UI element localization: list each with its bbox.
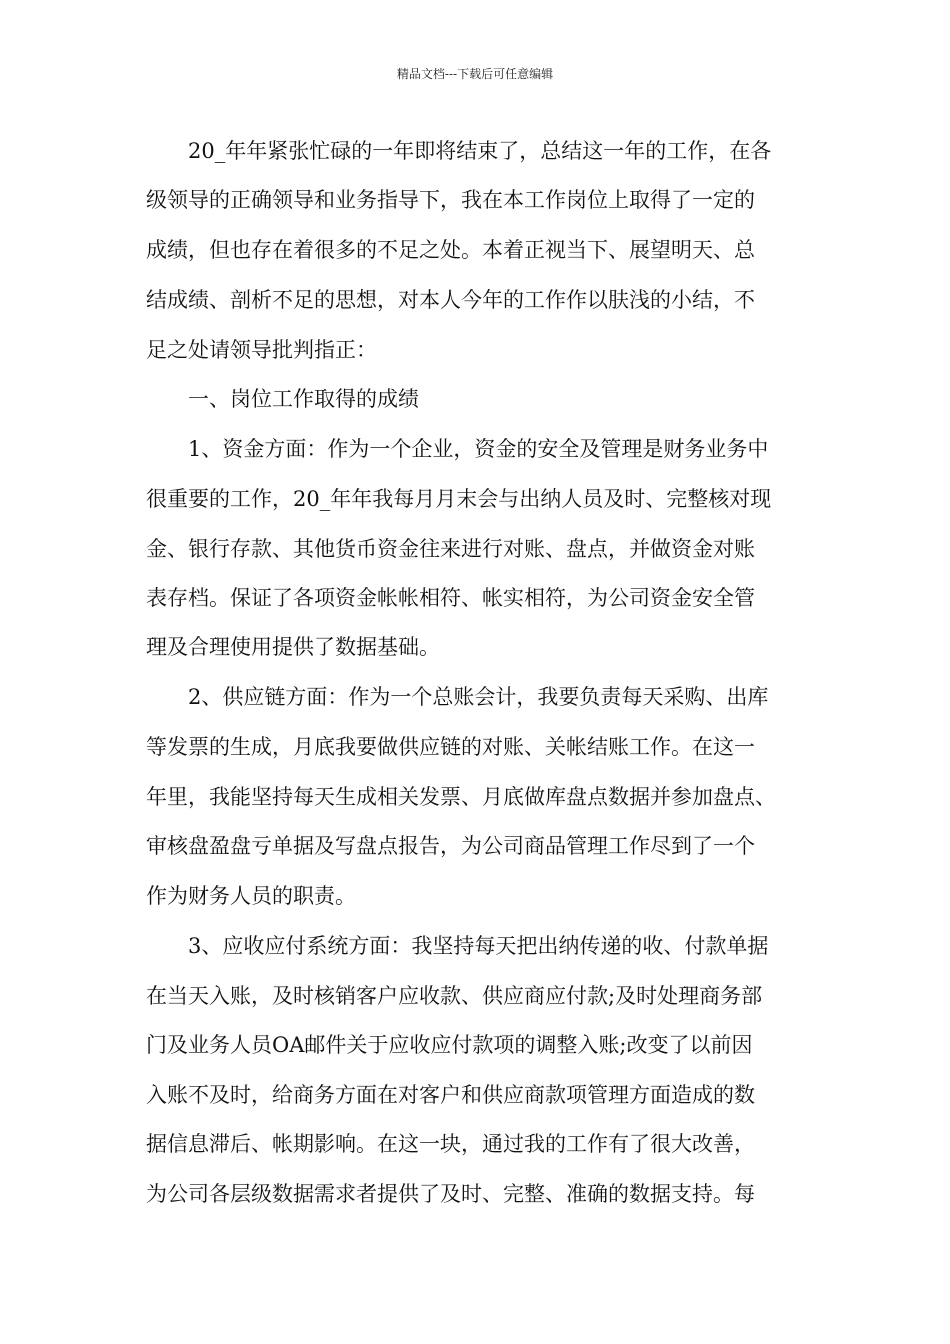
section-heading: 一、岗位工作取得的成绩: [188, 387, 419, 411]
paragraph-line: 等发票的生成，月底我要做供应链的对账、关帐结账工作。在这一: [146, 735, 755, 759]
page-header: 精品文档---下载后可任意编辑: [396, 67, 554, 81]
paragraph-line: 入账不及时，给商务方面在对客户和供应商款项管理方面造成的数: [146, 1083, 755, 1107]
paragraph-line: 20_年年紧张忙碌的一年即将结束了，总结这一年的工作，在各: [188, 139, 772, 163]
paragraph-line: 门及业务人员OA邮件关于应收应付款项的调整入账;改变了以前因: [146, 1033, 753, 1057]
paragraph-line: 在当天入账，及时核销客户应收款、供应商应付款;及时处理商务部: [146, 984, 763, 1008]
paragraph-line: 作为财务人员的职责。: [146, 884, 356, 908]
paragraph-line: 理及合理使用提供了数据基础。: [146, 635, 440, 659]
paragraph-line: 为公司各层级数据需求者提供了及时、完整、准确的数据支持。每: [146, 1182, 755, 1206]
paragraph-line: 1、资金方面：作为一个企业，资金的安全及管理是财务业务中: [188, 437, 769, 461]
paragraph-line: 级领导的正确领导和业务指导下，我在本工作岗位上取得了一定的: [146, 188, 755, 212]
paragraph-line: 审核盘盈盘亏单据及写盘点报告，为公司商品管理工作尽到了一个: [146, 834, 755, 858]
paragraph-line: 年里，我能坚持每天生成相关发票、月底做库盘点数据并参加盘点、: [146, 785, 776, 809]
paragraph-line: 很重要的工作，20_年年我每月月末会与出纳人员及时、完整核对现: [146, 487, 772, 511]
paragraph-line: 据信息滞后、帐期影响。在这一块，通过我的工作有了很大改善，: [146, 1132, 755, 1156]
paragraph-line: 足之处请领导批判指正：: [146, 338, 377, 362]
paragraph-line: 表存档。保证了各项资金帐帐相符、帐实相符，为公司资金安全管: [146, 586, 755, 610]
paragraph-line: 成绩，但也存在着很多的不足之处。本着正视当下、展望明天、总: [146, 238, 755, 262]
paragraph-line: 2、供应链方面：作为一个总账会计，我要负责每天采购、出库: [188, 685, 769, 709]
paragraph-line: 3、应收应付系统方面：我坚持每天把出纳传递的收、付款单据: [188, 934, 769, 958]
paragraph-line: 结成绩、剖析不足的思想，对本人今年的工作作以肤浅的小结，不: [146, 288, 755, 312]
paragraph-line: 金、银行存款、其他货币资金往来进行对账、盘点，并做资金对账: [146, 537, 755, 561]
